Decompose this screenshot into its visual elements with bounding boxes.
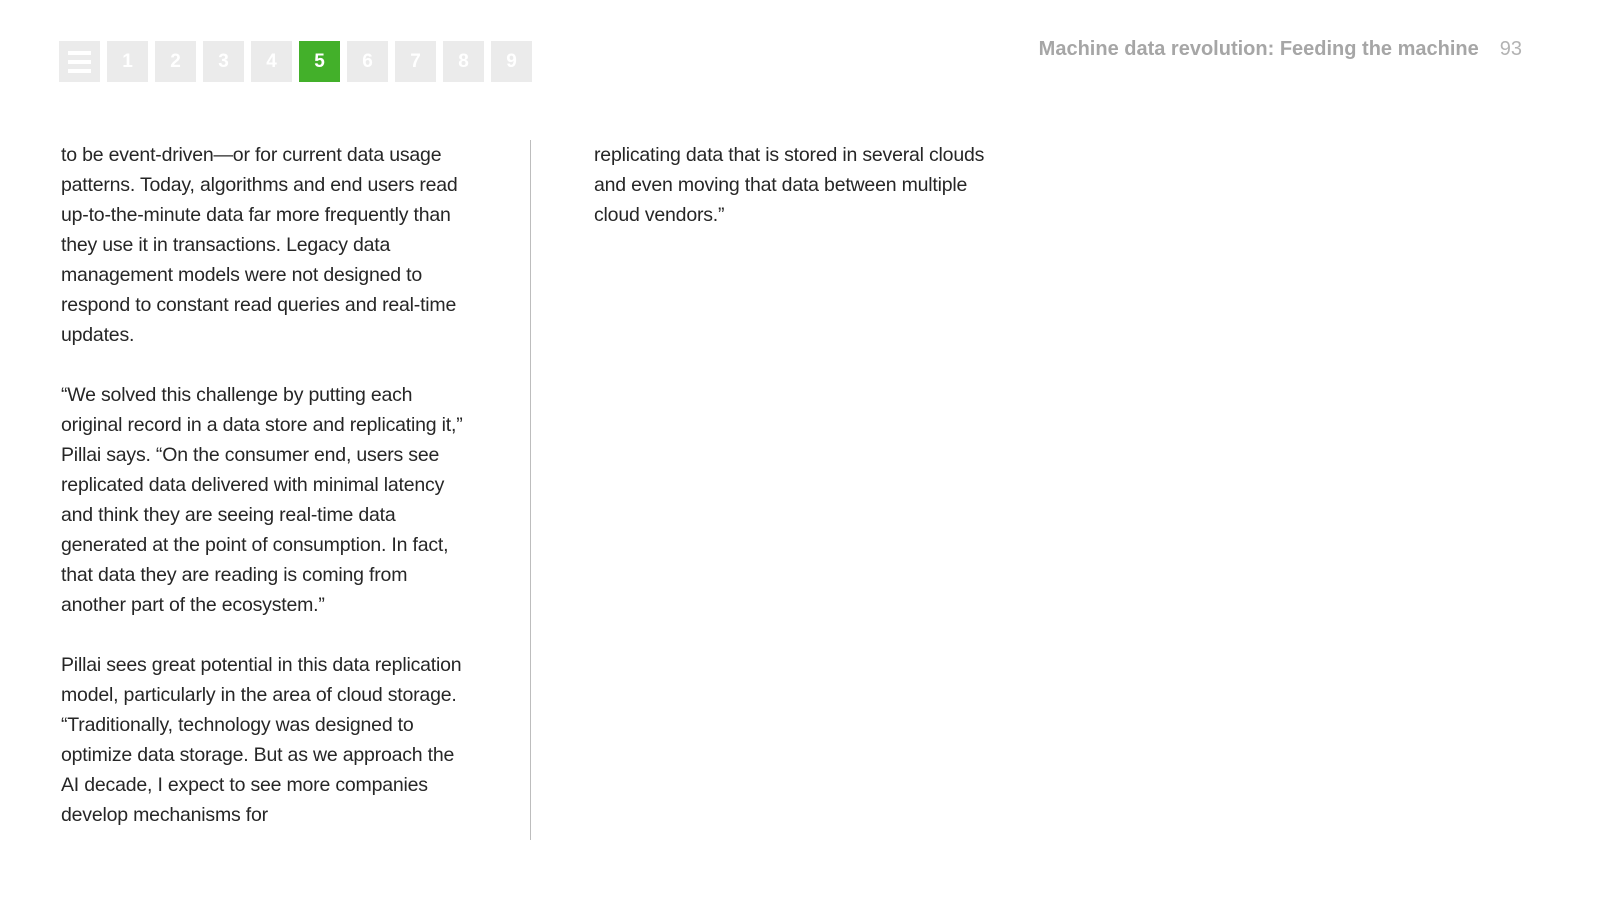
menu-button[interactable] [59, 41, 100, 82]
left-column [61, 140, 476, 830]
page-button-2[interactable]: 2 [155, 41, 196, 82]
page-header [1039, 38, 1522, 61]
page-button-4[interactable]: 4 [251, 41, 292, 82]
page-button-3[interactable]: 3 [203, 41, 244, 82]
body-paragraph: replicating data that is stored in several clouds and even moving that data between multiple cloud vendors.” [594, 144, 985, 226]
page-button-7[interactable]: 7 [395, 41, 436, 82]
column-divider [530, 140, 531, 840]
page-number: 93 [1499, 38, 1522, 60]
page-navigation [59, 41, 532, 82]
body-paragraph: to be event-driven—or for current data usage patterns. Today, algorithms and end users read up-to-the-minute data far more frequently than they use it in transactions. Legacy data management models were not designed to respond to constant read queries and real-time updates. [61, 144, 458, 346]
page-button-6[interactable]: 6 [347, 41, 388, 82]
right-column [594, 140, 1009, 230]
page-button-5-active[interactable]: 5 [299, 41, 340, 82]
body-paragraph: “We solved this challenge by putting each original record in a data store and replicating it,” Pillai says. “On the consumer end, users see replicated data delivered with minimal latency and think they are seeing real-time data generated at the point of consumption. In fact, that data they are reading is coming from another part of the ecosystem.” [61, 384, 463, 616]
hamburger-menu-icon [68, 51, 91, 73]
page-button-9[interactable]: 9 [491, 41, 532, 82]
body-paragraph: Pillai sees great potential in this data replication model, particularly in the area of cloud storage. “Traditionally, technology was designed to optimize data storage. But as we approach the AI decade, I expect to see more companies develop mechanisms for [61, 654, 462, 826]
page-button-1[interactable]: 1 [107, 41, 148, 82]
page-button-8[interactable]: 8 [443, 41, 484, 82]
document-title: Machine data revolution: Feeding the machine [1038, 38, 1479, 60]
